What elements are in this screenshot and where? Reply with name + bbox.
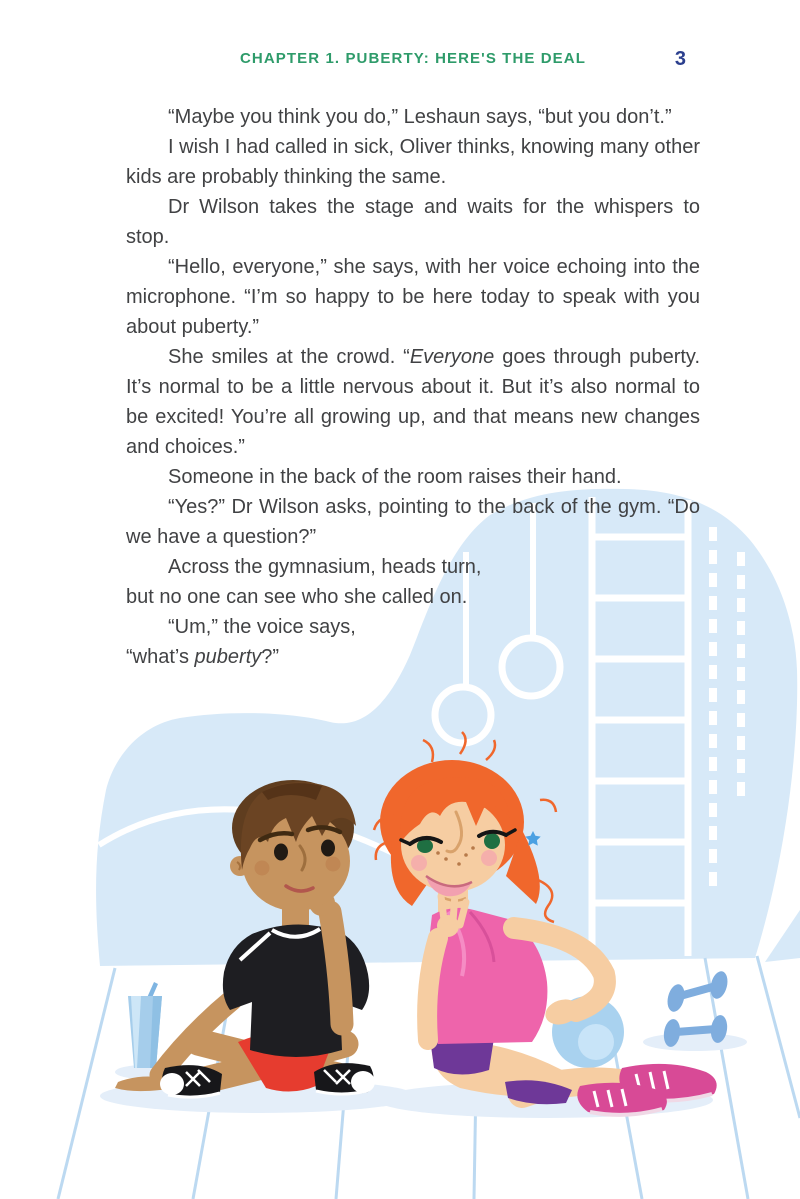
- paragraph: “Maybe you think you do,” Leshaun says, “but you don’t.”: [168, 106, 672, 128]
- paragraph: “Yes?” Dr Wilson asks, pointing to the back of the gym. “Do we have a question?”: [126, 496, 700, 548]
- paragraph: I wish I had called in sick, Oliver thinks, knowing many other kids are probably thinking the same.: [126, 136, 700, 188]
- paragraph: “Um,” the voice says, “what’s puberty?”: [126, 616, 356, 668]
- paragraph: “Hello, everyone,” she says, with her voice echoing into the microphone. “I’m so happy to be here today to speak with you about puberty.”: [126, 256, 700, 338]
- paragraph: Across the gymnasium, heads turn, but no one can see who she called on.: [126, 556, 482, 608]
- dumbbell-top: [665, 969, 730, 1013]
- chapter-title: CHAPTER 1. PUBERTY: HERE'S THE DEAL: [240, 50, 586, 67]
- boy-sneaker-left: [160, 1065, 222, 1097]
- boy-sneaker-right: [314, 1063, 375, 1094]
- story-text: [126, 102, 700, 672]
- paragraph: Dr Wilson takes the stage and waits for the whispers to stop.: [126, 196, 700, 248]
- paragraph: Someone in the back of the room raises their hand.: [168, 466, 622, 488]
- page-number: 3: [674, 48, 686, 70]
- paragraph: She smiles at the crowd. “Everyone goes through puberty. It’s normal to be a little nervous about it. But it’s also normal to be excited! You’re all growing up, and that means new changes and choices.”: [126, 346, 700, 458]
- water-cup: [128, 982, 162, 1068]
